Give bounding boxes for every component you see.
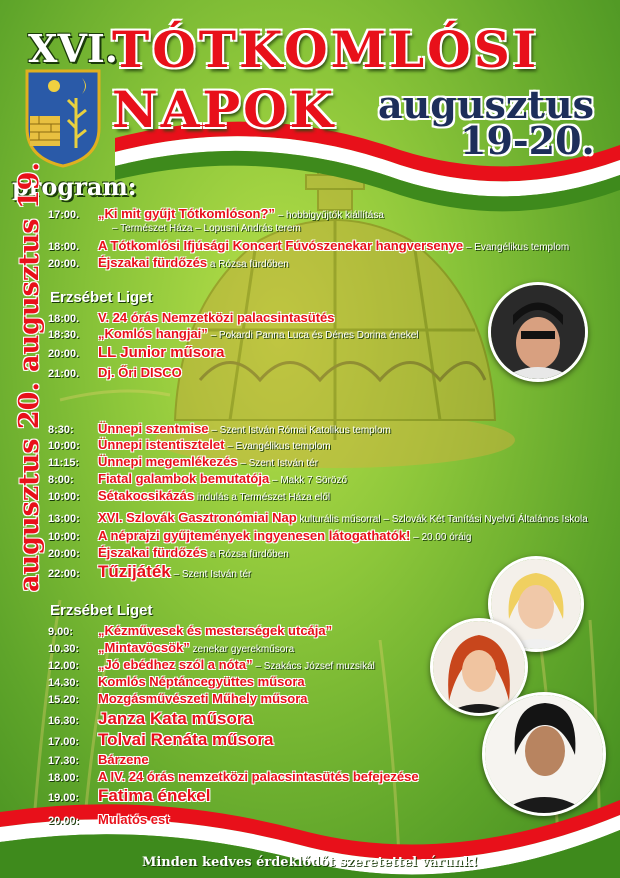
event-month: augusztus bbox=[378, 82, 594, 127]
schedule-row bbox=[48, 657, 375, 673]
day1-vertical-label: augusztus 19. bbox=[14, 162, 45, 372]
schedule-row bbox=[48, 674, 305, 690]
time: 10:00: bbox=[48, 491, 80, 503]
schedule-row bbox=[48, 238, 569, 254]
time: 20:00: bbox=[48, 548, 80, 560]
details: – hobbigyűjtők kiállítása bbox=[274, 210, 384, 221]
details: – Szent István tér bbox=[170, 569, 252, 580]
details: – Makk 7 Söröző bbox=[269, 475, 348, 486]
event: A IV. 24 órás nemzetközi palacsintasütés befejezése bbox=[98, 769, 419, 784]
schedule-row bbox=[48, 310, 335, 326]
details: – Evangélikus templom bbox=[463, 242, 570, 253]
event: „Jó ebédhez szól a nóta” bbox=[98, 657, 253, 672]
schedule-row bbox=[48, 563, 251, 581]
program-label: program: bbox=[12, 172, 137, 201]
time: 12.00: bbox=[48, 660, 80, 672]
schedule-row bbox=[48, 752, 149, 768]
details: – 20.00 óráig bbox=[410, 532, 472, 543]
event: Ünnepi szentmise bbox=[98, 421, 209, 436]
details: a Rózsa fürdőben bbox=[207, 259, 289, 270]
schedule-row bbox=[48, 640, 294, 656]
time: 13:00: bbox=[48, 513, 80, 525]
time: 10:00: bbox=[48, 440, 80, 452]
schedule-row bbox=[48, 691, 308, 707]
event: Ünnepi istentisztelet bbox=[98, 437, 225, 452]
time: 8:00: bbox=[48, 474, 74, 486]
event: Komlós Néptáncegyüttes műsora bbox=[98, 674, 305, 689]
time: 16.30: bbox=[48, 715, 80, 727]
time: 15.20: bbox=[48, 694, 80, 706]
event: XVI. Szlovák Gasztronómiai Nap bbox=[98, 510, 297, 525]
time: 20.00: bbox=[48, 815, 80, 827]
event: „Komlós hangjai” bbox=[98, 326, 208, 341]
footer-invitation: Minden kedves érdeklődőt szeretettel várunk! bbox=[141, 855, 479, 870]
time: 17:00. bbox=[48, 209, 80, 221]
details: a Rózsa fürdőben bbox=[207, 549, 289, 560]
time: 18:00. bbox=[48, 241, 80, 253]
section-erzsebet-liget-1: Erzsébet Liget bbox=[50, 289, 153, 306]
time: 17.00: bbox=[48, 736, 80, 748]
title-line-2: NAPOK bbox=[112, 80, 337, 139]
schedule-row bbox=[48, 528, 472, 544]
time: 18.00: bbox=[48, 772, 80, 784]
event: Éjszakai fürdőzés bbox=[98, 255, 208, 270]
schedule-row bbox=[48, 365, 182, 381]
performer-photo-ll-junior bbox=[488, 282, 588, 382]
schedule-row bbox=[48, 255, 289, 271]
details: – Evangélikus templom bbox=[224, 441, 331, 452]
event: „Kézművesek és mesterségek utcája” bbox=[98, 623, 333, 638]
event: LL Junior műsora bbox=[98, 344, 225, 361]
time: 21:00. bbox=[48, 368, 80, 380]
event: Mozgásművészeti Műhely műsora bbox=[98, 691, 308, 706]
sub-note: – Természet Háza – Lopusni András terem bbox=[112, 223, 301, 234]
time: 10:00: bbox=[48, 531, 80, 543]
event: Dj. Őri DISCO bbox=[98, 365, 182, 380]
schedule-row bbox=[48, 769, 419, 785]
event: Mulatós est bbox=[98, 812, 170, 827]
time: 10.30: bbox=[48, 643, 80, 655]
edition-number: XVI. bbox=[28, 26, 118, 71]
details: zenekar gyerekműsora bbox=[189, 644, 295, 655]
event: Bárzene bbox=[98, 752, 149, 767]
day2-vertical-label: augusztus 20. bbox=[14, 382, 45, 592]
time: 9.00: bbox=[48, 626, 74, 638]
event: Tolvai Renáta műsora bbox=[98, 730, 274, 749]
details: – Szent István Római Katolikus templom bbox=[208, 425, 391, 436]
time: 14.30: bbox=[48, 677, 80, 689]
event-days: 19-20. bbox=[460, 118, 595, 163]
event: Fiatal galambok bemutatója bbox=[98, 471, 270, 486]
time: 8:30: bbox=[48, 424, 74, 436]
schedule-row bbox=[48, 545, 289, 561]
details: – Szakács József muzsikál bbox=[252, 661, 375, 672]
event: V. 24 órás Nemzetközi palacsintasütés bbox=[98, 310, 335, 325]
event: „Ki mit gyűjt Tótkomlóson?” bbox=[98, 206, 275, 221]
schedule-row bbox=[48, 510, 588, 526]
event: Tűzijáték bbox=[98, 562, 171, 581]
schedule-row bbox=[48, 454, 318, 470]
performer-photo-fatima bbox=[482, 692, 606, 816]
time: 11:15: bbox=[48, 457, 80, 469]
time: 18:30. bbox=[48, 329, 80, 341]
schedule-row bbox=[48, 787, 210, 805]
time: 20:00. bbox=[48, 258, 80, 270]
event: Fatima énekel bbox=[98, 786, 211, 805]
schedule-row bbox=[48, 812, 170, 828]
schedule-row bbox=[48, 471, 347, 487]
schedule-row bbox=[48, 710, 253, 728]
schedule-row bbox=[48, 206, 384, 222]
time: 17.30: bbox=[48, 755, 80, 767]
schedule-row bbox=[48, 345, 224, 361]
event: Éjszakai fürdőzés bbox=[98, 545, 208, 560]
coat-of-arms-icon bbox=[24, 68, 102, 168]
event: Sétakocsikázás bbox=[98, 488, 195, 503]
details: – Pokardi Panna Luca és Dénes Dorina énekel bbox=[207, 330, 419, 341]
time: 18:00. bbox=[48, 313, 80, 325]
section-erzsebet-liget-2: Erzsébet Liget bbox=[50, 602, 153, 619]
schedule-row bbox=[48, 731, 273, 749]
event: A Tótkomlósi Ifjúsági Koncert Fúvószenekar hangversenye bbox=[98, 238, 464, 253]
time: 19.00: bbox=[48, 792, 80, 804]
schedule-row bbox=[48, 623, 332, 639]
schedule-row bbox=[48, 437, 331, 453]
schedule-row bbox=[48, 326, 419, 342]
schedule-row bbox=[48, 488, 330, 504]
event: A néprajzi gyűjtemények ingyenesen látogathatók! bbox=[98, 528, 411, 543]
event: Janza Kata műsora bbox=[98, 709, 253, 728]
event: „Mintavöcsök” bbox=[98, 640, 190, 655]
time: 20:00. bbox=[48, 348, 80, 360]
schedule-row bbox=[48, 421, 391, 437]
details: kulturális műsorral – Szlovák Két Tanítási Nyelvű Általános Iskola bbox=[296, 514, 588, 525]
details: indulás a Természet Háza elől bbox=[194, 492, 331, 503]
title-line-1: TÓTKOMLÓSI bbox=[112, 20, 540, 79]
details: – Szent István tér bbox=[237, 458, 319, 469]
time: 22:00: bbox=[48, 568, 80, 580]
event: Ünnepi megemlékezés bbox=[98, 454, 238, 469]
